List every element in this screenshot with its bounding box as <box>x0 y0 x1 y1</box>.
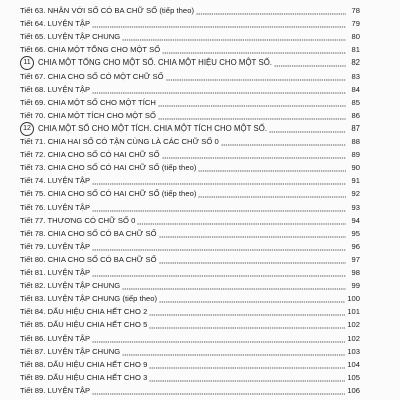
dot-leader <box>122 282 346 290</box>
toc-page-number: 100 <box>347 294 360 304</box>
toc-entry-label: Tiết 65. LUYỆN TẬP CHUNG <box>20 32 121 42</box>
toc-entry-label: Tiết 87. LUYỆN TẬP CHUNG <box>20 346 121 356</box>
dot-leader <box>149 321 345 329</box>
dot-leader <box>221 138 346 146</box>
dot-leader <box>92 335 345 343</box>
toc-entry-label: Tiết 75. CHIA CHO SỐ CÓ HAI CHỮ SỐ (tiếp theo) <box>20 189 197 199</box>
dot-leader <box>269 125 346 133</box>
toc-entry-label: Tiết 72. CHIA CHO SỐ CÓ HAI CHỮ SỐ <box>20 150 160 160</box>
dot-leader <box>158 99 346 107</box>
toc-page-number: 79 <box>351 19 360 29</box>
toc-entry-label: Tiết 89. DẤU HIỆU CHIA HẾT CHO 3 <box>20 372 148 382</box>
dot-leader <box>137 217 346 225</box>
toc-entry-label: Tiết 74. LUYỆN TẬP <box>20 176 91 186</box>
toc-page-number: 99 <box>351 281 360 291</box>
toc-entry-label: Tiết 70. CHIA MỘT TÍCH CHO MỘT SỐ <box>20 110 156 120</box>
toc-page-number: 82 <box>351 58 360 68</box>
toc-page-number: 86 <box>351 110 360 120</box>
dot-leader <box>92 269 346 277</box>
toc-entry-label: Tiết 79. LUYỆN TẬP <box>20 241 91 251</box>
dot-leader <box>159 230 346 238</box>
toc-page-number: 89 <box>351 150 360 160</box>
toc-page-number: 101 <box>347 307 360 317</box>
toc-entry-label: Tiết 83. LUYỆN TẬP CHUNG (tiếp theo) <box>20 294 158 304</box>
toc-page-number: 92 <box>351 189 360 199</box>
dot-leader <box>92 86 346 94</box>
dot-leader <box>158 112 346 120</box>
toc-page-number: 91 <box>351 176 360 186</box>
toc-page-number: 104 <box>347 359 360 369</box>
toc-page-number: 88 <box>351 137 360 146</box>
dot-leader <box>162 46 346 54</box>
dot-leader <box>92 204 346 212</box>
dot-leader <box>92 177 346 185</box>
toc-entry-label: Tiết 69. CHIA MỘT SỐ CHO MỘT TÍCH <box>20 97 156 107</box>
toc-page-number: 105 <box>347 372 360 382</box>
dot-leader <box>166 73 346 81</box>
toc-entry-label: Tiết 81. LUYỆN TẬP <box>20 268 91 277</box>
toc-entry-label: Tiết 89. LUYỆN TẬP <box>20 385 91 395</box>
toc-page-number: 87 <box>351 123 360 133</box>
toc-page-number: 95 <box>351 228 360 238</box>
dot-leader <box>92 243 346 251</box>
toc-entry-label: Tiết 80. CHIA CHO SỐ CÓ BA CHỮ SỐ <box>20 254 157 264</box>
toc-entry-label: Tiết 82. LUYỆN TẬP CHUNG <box>20 281 121 291</box>
toc-entry-label: Tiết 71. CHIA HAI SỐ CÓ TẬN CÙNG LÀ CÁC CHỮ SỐ 0 <box>20 137 219 146</box>
dot-leader <box>198 190 346 198</box>
dot-leader <box>159 295 345 303</box>
toc-row <box>20 383 360 399</box>
section-number-badge: 11 <box>20 56 34 70</box>
toc-entry-label: CHIA MỘT SỐ CHO MỘT TÍCH. CHIA MỘT TÍCH CHO MỘT SỐ. <box>38 123 268 133</box>
toc-page-number: 98 <box>351 268 360 277</box>
toc-page-number: 103 <box>347 346 360 356</box>
toc-entry-label: Tiết 76. LUYỆN TẬP <box>20 202 91 212</box>
toc-page-number: 81 <box>351 45 360 55</box>
toc-entry-label: Tiết 88. DẤU HIỆU CHIA HẾT CHO 9 <box>20 359 148 369</box>
toc-page-number: 102 <box>347 320 360 330</box>
toc-page-number: 85 <box>351 97 360 107</box>
toc-entry-label: Tiết 67. CHIA CHO SỐ CÓ MỘT CHỮ SỐ <box>20 71 164 81</box>
toc-page-number: 97 <box>351 254 360 264</box>
toc-entry-label: Tiết 86. LUYỆN TẬP <box>20 333 91 343</box>
dot-leader <box>274 59 346 67</box>
toc-entry-label: Tiết 63. NHÂN VỚI SỐ CÓ BA CHỮ SỐ (tiếp theo) <box>20 6 195 15</box>
toc-entry-label: Tiết 64. LUYỆN TẬP <box>20 19 91 29</box>
dot-leader <box>159 256 346 264</box>
toc-entry-label: Tiết 85. DẤU HIỆU CHIA HẾT CHO 5 <box>20 320 148 330</box>
toc-page-number: 106 <box>347 385 360 395</box>
toc-page-number: 84 <box>351 84 360 94</box>
toc-entry-label: Tiết 68. LUYỆN TẬP <box>20 84 91 94</box>
toc-entry-label: Tiết 84. DẤU HIỆU CHIA HẾT CHO 2 <box>20 307 148 317</box>
toc-entry-label: Tiết 73. CHIA CHO SỐ CÓ HAI CHỮ SỐ (tiếp theo) <box>20 163 197 173</box>
toc-page-number: 90 <box>351 163 360 173</box>
dot-leader <box>149 361 345 369</box>
toc-page-number: 94 <box>351 215 360 225</box>
toc-entry-label: Tiết 77. THƯƠNG CÓ CHỮ SỐ 0 <box>20 215 136 225</box>
toc-page-number: 93 <box>351 202 360 212</box>
toc-entry-label: Tiết 78. CHIA CHO SỐ CÓ BA CHỮ SỐ <box>20 228 157 238</box>
dot-leader <box>122 348 345 356</box>
dot-leader <box>92 387 345 395</box>
toc-page-number: 78 <box>351 6 360 15</box>
dot-leader <box>92 20 346 28</box>
toc-page-number: 83 <box>351 71 360 81</box>
dot-leader <box>162 151 346 159</box>
toc-page-number: 80 <box>351 32 360 42</box>
toc-entry-label: CHIA MỘT TỔNG CHO MỘT SỐ. CHIA MỘT HIỆU CHO MỘT SỐ. <box>38 58 273 68</box>
section-number-badge: 12 <box>20 122 34 136</box>
toc-page-number: 96 <box>351 241 360 251</box>
dot-leader <box>196 7 346 15</box>
toc-entry-label: Tiết 66. CHIA MỘT TỔNG CHO MỘT SỐ <box>20 45 161 55</box>
dot-leader <box>149 374 345 382</box>
dot-leader <box>149 308 345 316</box>
toc-page-number: 102 <box>347 333 360 343</box>
dot-leader <box>122 33 346 41</box>
dot-leader <box>198 164 346 172</box>
